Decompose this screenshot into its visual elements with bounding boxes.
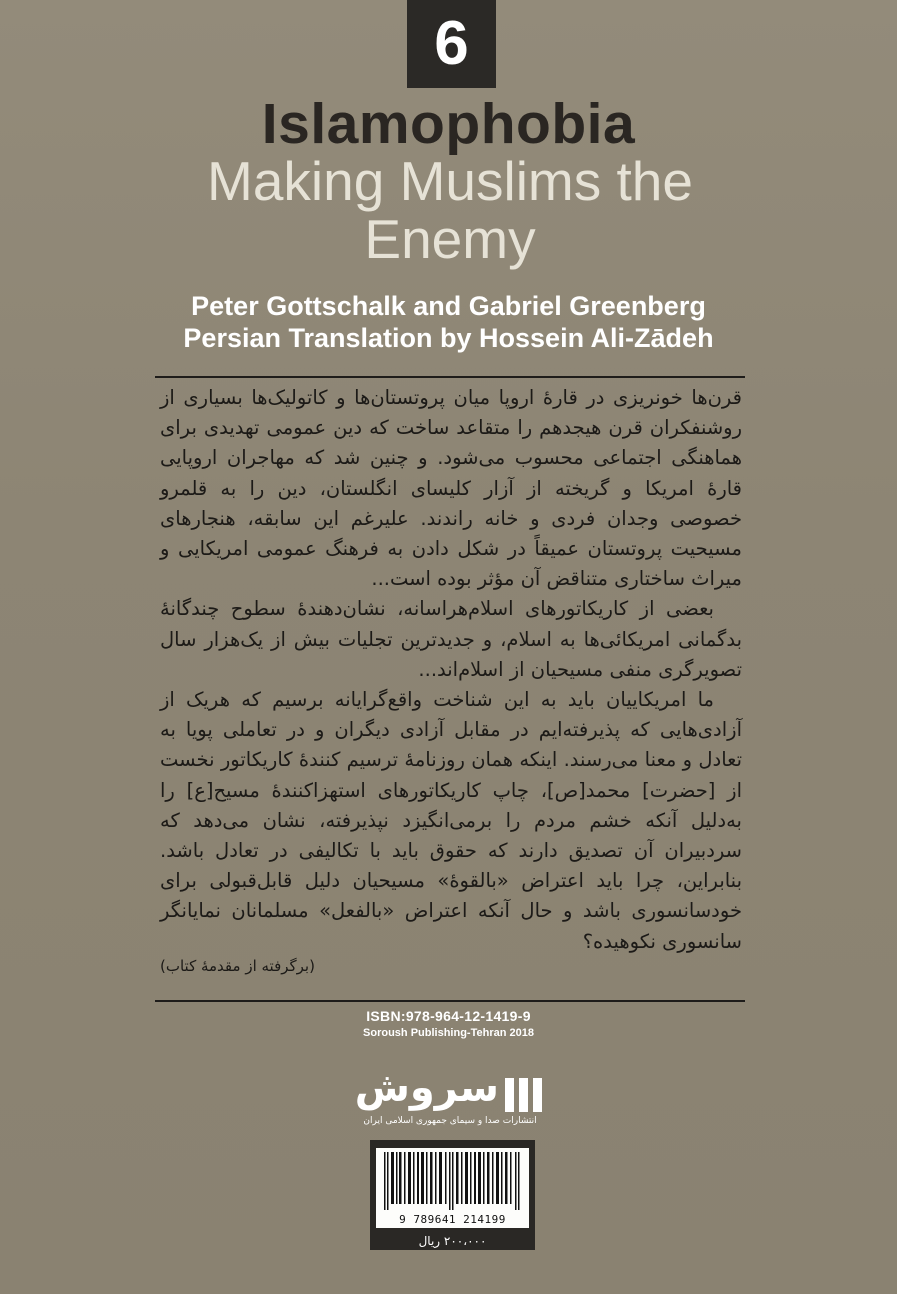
series-number-badge [407, 0, 496, 88]
blurb-text [160, 383, 742, 981]
authors-line: Peter Gottschalk and Gabriel Greenberg [191, 291, 706, 321]
publisher-mark-icon [503, 1074, 545, 1116]
blurb-paragraph-1: قرن‌ها خونریزی در قارهٔ اروپا میان پروتستان‌ها و کاتولیک‌ها بسیاری از روشنفکران قرن هیجدهم را متقاعد ساخت که دین عمومی تهدیدی برای هماهنگی اجتماعی محسوب می‌شود. و چنین شد که مهاجران اروپایی قارهٔ امریکا و گریخته از آزار کلیسای انگلستان، دین را به قلمرو خصوصی وجدان فردی و خانه راندند. علیرغم این سابقه، هنجارهای مسیحیت پروتستان عمیقاً در شکل دادن به فرهنگ عمومی امریکایی و میراث ساختاری متناقض آن مؤثر بوده است... [160, 386, 742, 591]
authors-block [0, 290, 897, 354]
blurb-paragraph-3: ما امریکاییان باید به این شناخت واقع‌گرایانه برسیم که هریک از آزادی‌هایی که پذیرفته‌ایم در مقابل آزادی دیگران و در تعاملی پویا به تعادل و معنا می‌رسند. اینکه همان روزنامهٔ ترسیم کنندهٔ کاریکاتور نخست از [حضرت] محمد[ص]، چاپ کاریکاتورهای استهزاکنندهٔ مسیح[ع] را به‌دلیل آنکه خشم مردم را برمی‌انگیزد نپذیرفته، نشان می‌دهد که سردبیران آن تصدیق دارند که حقوق باید با تکالیفی در تعادل باشد. بنابراین، چرا باید اعتراض «بالقوهٔ» مسیحیان دلیل قابل‌قبولی برای خودسانسوری باشد و حال آنکه اعتراض «بالفعل» مسلمانان نمایانگر سانسوری نکوهیده؟ [160, 688, 742, 953]
translator-line: Persian Translation by Hossein Ali-Zādeh [183, 323, 714, 353]
bottom-divider [155, 1000, 745, 1002]
isbn-label: ISBN:978-964-12-1419-9 [366, 1008, 531, 1024]
book-subtitle: Making Muslims the Enemy [207, 150, 693, 270]
publisher-tagline: انتشارات صدا و سیمای جمهوری اسلامی ایران [363, 1116, 537, 1126]
book-title: Islamophobia [261, 92, 636, 156]
imprint-label: Soroush Publishing-Tehran 2018 [363, 1027, 534, 1039]
barcode-panel [370, 1140, 535, 1250]
publisher-logo-text: سروش [354, 1065, 499, 1111]
blurb-paragraph-2: بعضی از کاریکاتورهای اسلام‌هراسانه، نشان‌دهندهٔ سطوح چندگانهٔ بدگمانی امریکائی‌ها به اسلام، و جدیدترین تجلیات بیش از یک‌هزار سال تصویرگری منفی مسیحیان از اسلام‌اند... [160, 597, 742, 681]
top-divider [155, 376, 745, 378]
price-label: ۲۰۰،۰۰۰ ریال [418, 1234, 487, 1248]
barcode-label [376, 1148, 529, 1228]
blurb-citation: (برگرفته از مقدمهٔ کتاب) [160, 956, 315, 975]
barcode-number: 9 789641 214199 [399, 1213, 506, 1226]
barcode-icon [382, 1152, 523, 1210]
series-number: 6 [434, 9, 469, 78]
publisher-logo [355, 1062, 545, 1130]
